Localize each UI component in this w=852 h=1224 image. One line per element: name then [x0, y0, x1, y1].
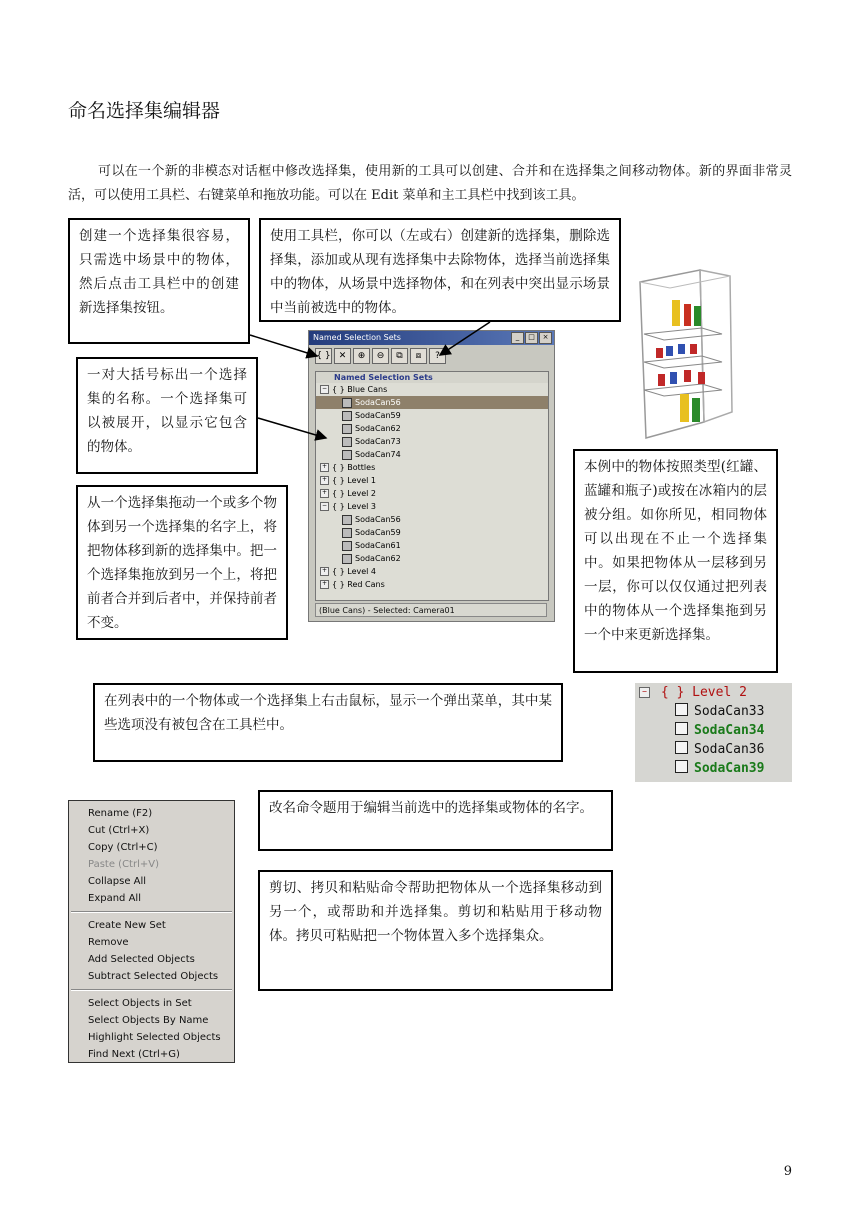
callout-cutcopy: 剪切、拷贝和粘贴命令帮助把物体从一个选择集移动到另一个，或帮助和并选择集。剪切和粘贴用于移动物体。拷贝可粘贴把一个物体置入多个选择集众。: [258, 870, 613, 991]
row-label: SodaCan59: [355, 411, 401, 420]
row-label: SodaCan56: [355, 398, 401, 407]
toolbar-button-icon[interactable]: ⊖: [372, 348, 389, 364]
row-label: SodaCan74: [355, 450, 401, 459]
toolbar-button-icon[interactable]: ⊕: [353, 348, 370, 364]
expand-icon[interactable]: +: [321, 567, 328, 574]
toolbar-button-icon[interactable]: ?: [429, 348, 446, 364]
callout-rightclick: 在列表中的一个物体或一个选择集上右击鼠标，显示一个弹出菜单，其中某些选项没有被包含在工具栏中。: [93, 683, 563, 762]
menu-item[interactable]: Select Objects By Name: [88, 1015, 209, 1026]
collapse-icon[interactable]: −: [639, 687, 650, 698]
menu-item[interactable]: Collapse All: [88, 876, 147, 887]
callout-example: 本例中的物体按照类型(红罐、蓝罐和瓶子)或按在冰箱内的层被分组。如你所见，相同物体可以出现在不止一个选择集中。如果把物体从一层移到另一层，你可以仅仅通过把列表中的物体从一个选择集拖到另一个中来更新选择集。: [573, 449, 778, 673]
menu-item[interactable]: Subtract Selected Objects: [88, 971, 219, 982]
row-label: SodaCan61: [355, 541, 401, 550]
menu-item[interactable]: Rename (F2): [88, 808, 153, 819]
list-header: Named Selection Sets: [316, 372, 548, 383]
expand-icon[interactable]: +: [321, 580, 328, 587]
row-label: SodaCan62: [355, 554, 401, 563]
collapse-icon[interactable]: −: [321, 385, 328, 392]
status-bar: (Blue Cans) - Selected: Camera01: [315, 603, 547, 617]
callout-drag: 从一个选择集拖动一个或多个物体到另一个选择集的名字上，将把物体移到新的选择集中。把一个选择集拖放到另一个上，将把前者合并到后者中，并保持前者不变。: [76, 485, 288, 640]
minimize-button[interactable]: _: [511, 332, 524, 344]
row-label: SodaCan59: [355, 528, 401, 537]
maximize-button[interactable]: □: [525, 332, 538, 344]
menu-item: Paste (Ctrl+V): [88, 859, 159, 870]
toolbar-button-icon[interactable]: ⧉: [391, 348, 408, 364]
row-label: { } Level 2: [332, 489, 377, 498]
toolbar-button-icon[interactable]: ✕: [334, 348, 351, 364]
close-button[interactable]: ×: [539, 332, 552, 344]
toolbar-button-icon[interactable]: { }: [315, 348, 332, 364]
tree2-object-label: SodaCan33: [694, 704, 765, 719]
intro-paragraph: 可以在一个新的非模态对话框中修改选择集，使用新的工具可以创建、合并和在选择集之间移动物体。新的界面非常灵活，可以使用工具栏、右键菜单和拖放功能。可以在 Edit 菜单和主工具栏中找到该工具。: [68, 164, 792, 203]
menu-item[interactable]: Highlight Selected Objects: [88, 1032, 221, 1043]
callout-toolbar: 使用工具栏，你可以（左或右）创建新的选择集，删除选择集，添加或从现有选择集中去除物体，选择当前选择集中的物体，从场景中选择物体，和在列表中突出显示场景中当前被选中的物体。: [259, 218, 621, 322]
callout-rename: 改名命令题用于编辑当前选中的选择集或物体的名字。: [258, 790, 613, 851]
tree2-object-label: SodaCan39: [694, 761, 765, 776]
menu-item[interactable]: Copy (Ctrl+C): [88, 842, 158, 853]
row-label: SodaCan62: [355, 424, 401, 433]
tree2-object-label: SodaCan36: [694, 742, 765, 757]
callout-create: 创建一个选择集很容易，只需选中场景中的物体，然后点击工具栏中的创建新选择集按钮。: [68, 218, 250, 344]
expand-icon[interactable]: +: [321, 463, 328, 470]
menu-item[interactable]: Add Selected Objects: [88, 954, 195, 965]
collapse-icon[interactable]: −: [321, 502, 328, 509]
row-label: { } Blue Cans: [332, 385, 388, 394]
row-label: { } Level 4: [332, 567, 377, 576]
menu-item[interactable]: Select Objects in Set: [88, 998, 192, 1009]
tree2-set-label: { } Level 2: [660, 685, 747, 700]
row-label: { } Level 3: [332, 502, 377, 511]
toolbar-button-icon[interactable]: ⧈: [410, 348, 427, 364]
row-label: { } Level 1: [332, 476, 377, 485]
menu-item[interactable]: Expand All: [88, 893, 141, 904]
menu-item[interactable]: Remove: [88, 937, 129, 948]
row-label: { } Bottles: [332, 463, 376, 472]
callout-braces: 一对大括号标出一个选择集的名称。一个选择集可以被展开，以显示它包含的物体。: [76, 357, 258, 474]
menu-item[interactable]: Find Next (Ctrl+G): [88, 1049, 180, 1060]
page-number: 9: [783, 1164, 792, 1179]
tree2-object-label: SodaCan34: [694, 723, 765, 738]
menu-item[interactable]: Cut (Ctrl+X): [88, 825, 150, 836]
row-label: { } Red Cans: [332, 580, 385, 589]
expand-icon[interactable]: +: [321, 489, 328, 496]
page-title: 命名选择集编辑器: [68, 100, 221, 122]
window-title: Named Selection Sets: [313, 333, 401, 342]
menu-item[interactable]: Create New Set: [88, 920, 166, 931]
expand-icon[interactable]: +: [321, 476, 328, 483]
row-label: SodaCan73: [355, 437, 401, 446]
row-label: SodaCan56: [355, 515, 401, 524]
